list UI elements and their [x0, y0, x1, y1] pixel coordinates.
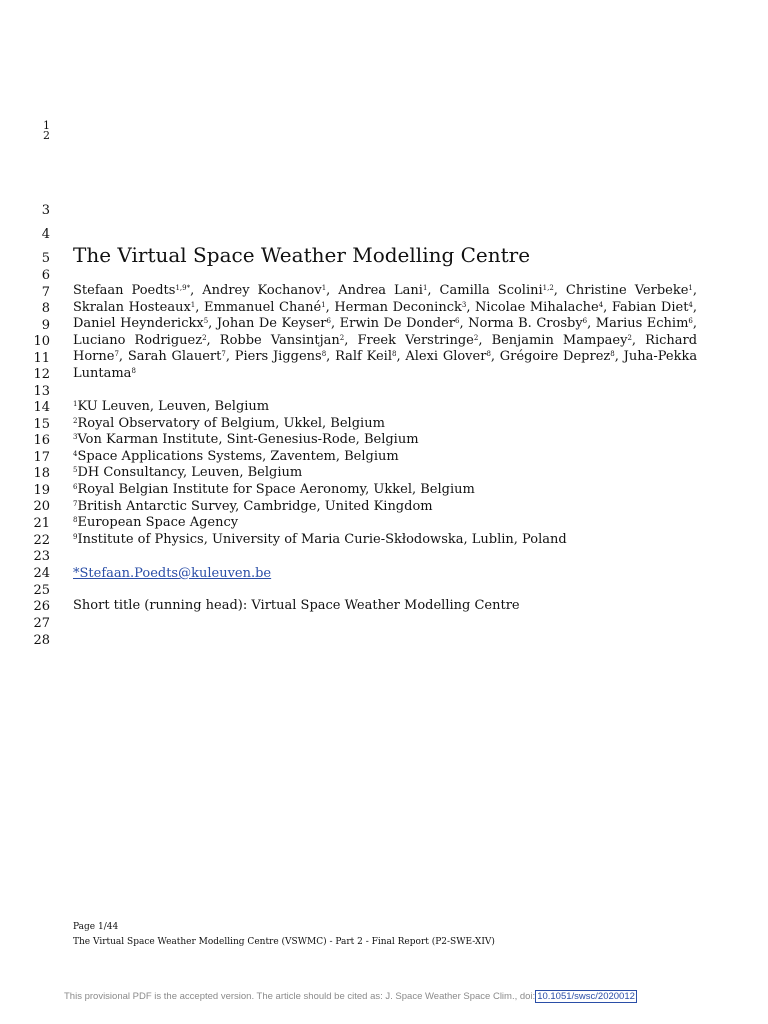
line-number: 28 — [33, 633, 50, 648]
author — [566, 283, 693, 298]
author — [220, 333, 344, 348]
affiliation — [73, 515, 567, 532]
line-number: 17 — [33, 450, 50, 465]
author-affiliation-mark: 4 — [688, 300, 693, 309]
author-name: Fabian Diet — [611, 299, 689, 315]
author-affiliation-mark: 2 — [473, 333, 479, 342]
affiliation — [73, 482, 567, 499]
author — [500, 349, 615, 364]
report-title: The Virtual Space Weather Modelling Centre (VSWMC) - Part 2 - Final Report (P2-SWE-XIV) — [73, 937, 495, 947]
affiliation-number: 4 — [73, 449, 78, 458]
affiliation-text: Royal Observatory of Belgium, Ukkel, Belgium — [77, 415, 385, 431]
line-number: 1 — [43, 119, 50, 132]
author-affiliation-mark: 2 — [202, 333, 207, 342]
author — [357, 333, 478, 348]
author-affiliation-mark: 8 — [486, 350, 491, 359]
author-affiliation-mark: 1,9* — [175, 284, 191, 292]
author-name: Christine Verbeke — [565, 283, 689, 298]
affiliation-text: British Antarctic Survey, Cambridge, United Kingdom — [77, 498, 433, 514]
author-affiliation-mark: 8 — [610, 350, 615, 359]
line-number: 27 — [33, 616, 50, 631]
author-affiliation-mark: 8 — [391, 350, 397, 359]
author — [492, 333, 632, 348]
author-name: Benjamin Mampaey — [491, 332, 628, 348]
author — [340, 316, 460, 331]
author-affiliation-mark: 6 — [582, 317, 588, 326]
affiliation-number: 7 — [73, 499, 78, 508]
author-name: Camilla Scolini — [439, 283, 543, 298]
line-number: 20 — [33, 499, 50, 514]
author — [73, 333, 207, 348]
affiliation-number: 2 — [73, 416, 78, 425]
line-number: 21 — [33, 516, 50, 531]
author-affiliation-mark: 3 — [461, 300, 467, 309]
affiliation — [73, 399, 567, 416]
author-name: Norma B. Crosby — [468, 316, 583, 332]
author-name: Sarah Glauert — [127, 349, 222, 365]
author-name: Robbe Vansintjan — [219, 332, 340, 348]
line-number: 22 — [33, 533, 50, 548]
author — [596, 316, 693, 331]
author-name: Piers Jiggens — [234, 349, 322, 365]
author-name: Richard Horne — [73, 332, 698, 365]
author-affiliation-mark: 7 — [221, 350, 226, 359]
author-affiliation-mark: 1 — [321, 284, 327, 292]
line-number: 8 — [41, 301, 50, 316]
author-name: Freek Verstringe — [357, 332, 474, 348]
author-name: Ralf Keil — [335, 349, 392, 365]
author-affiliation-mark: 8 — [131, 366, 136, 375]
author-name: Johan De Keyser — [216, 316, 327, 332]
line-number: 9 — [41, 318, 50, 333]
author-affiliation-mark: 2 — [627, 333, 632, 342]
author-affiliation-mark: 6 — [688, 317, 693, 326]
author-affiliation-mark: 1 — [321, 300, 326, 309]
author — [235, 349, 326, 364]
author — [405, 349, 491, 364]
affiliation — [73, 532, 567, 549]
author-affiliation-mark: 6 — [326, 317, 331, 326]
author-name: Skralan Hosteaux — [73, 299, 191, 315]
affiliation-text: Space Applications Systems, Zaventem, Belgium — [77, 448, 399, 464]
author-affiliation-mark: 7 — [114, 350, 119, 359]
author-affiliation-mark: 5 — [203, 317, 209, 326]
line-number: 16 — [33, 433, 50, 448]
affiliation — [73, 449, 567, 466]
author — [73, 283, 190, 298]
author-name: Grégoire Deprez — [499, 349, 611, 365]
affiliation-text: Royal Belgian Institute for Space Aeronomy, Ukkel, Belgium — [77, 481, 475, 497]
affiliation-list — [73, 399, 567, 548]
affiliation — [73, 465, 567, 482]
author — [73, 316, 208, 331]
line-number: 2 — [43, 129, 50, 142]
author-affiliation-mark: 2 — [339, 333, 345, 342]
line-number: 14 — [33, 400, 50, 415]
author-name: Nicolae Mihalache — [475, 299, 599, 315]
author-name: Andrey Kochanov — [202, 283, 322, 298]
line-number: 19 — [33, 483, 50, 498]
line-number: 12 — [33, 367, 50, 382]
line-number: 11 — [33, 351, 50, 366]
author-name: Juha-Pekka Luntama — [73, 349, 698, 381]
line-number: 25 — [33, 583, 50, 598]
author-name: Luciano Rodriguez — [73, 332, 203, 348]
line-number: 10 — [33, 334, 50, 349]
affiliation-number: 8 — [73, 516, 78, 525]
line-number: 24 — [33, 566, 50, 581]
author-affiliation-mark: 8 — [321, 350, 327, 359]
author — [204, 300, 326, 315]
line-number: 6 — [41, 268, 50, 283]
provisional-notice — [64, 990, 637, 1003]
author-name: Emmanuel Chané — [203, 299, 322, 315]
author-affiliation-mark: 6 — [455, 317, 460, 326]
running-head: Short title (running head): Virtual Space Weather Modelling Centre — [73, 598, 520, 613]
page-footer — [73, 920, 495, 950]
author-affiliation-mark: 1 — [422, 284, 428, 292]
author-name: Marius Echim — [595, 316, 689, 332]
line-number: 26 — [33, 599, 50, 614]
page-number: Page 1/44 — [73, 922, 119, 932]
affiliation-text: European Space Agency — [77, 515, 239, 531]
author-name: Daniel Heynderickx — [73, 316, 204, 332]
author-affiliation-mark: 1 — [688, 284, 693, 292]
affiliation-text: Institute of Physics, University of Maria Curie-Skłodowska, Lublin, Poland — [77, 531, 567, 547]
affiliation-text: DH Consultancy, Leuven, Belgium — [77, 465, 303, 481]
author — [128, 349, 226, 364]
notice-text: This provisional PDF is the accepted version. The article should be cited as: J. Space Weather Space Clim., doi: — [64, 991, 536, 1002]
author — [334, 300, 466, 315]
affiliation — [73, 499, 567, 516]
author-name: Erwin De Donder — [339, 316, 455, 332]
author — [338, 283, 427, 298]
affiliation-text: KU Leuven, Leuven, Belgium — [77, 399, 270, 414]
affiliation — [73, 432, 567, 449]
author — [73, 300, 195, 315]
line-number: 3 — [41, 203, 50, 218]
author-name: Alexi Glover — [405, 349, 487, 365]
line-number: 7 — [41, 285, 50, 300]
author-name: Herman Deconinck — [334, 299, 462, 315]
author — [335, 349, 396, 364]
line-number: 4 — [41, 227, 50, 242]
line-number: 5 — [41, 251, 50, 266]
author-affiliation-mark: 1 — [190, 300, 196, 309]
author-name: Stefaan Poedts — [73, 283, 176, 298]
author-list: Stefaan Poedts$^{1,9*}$, Andrey Kochanov$^1$, Andrea Lani$^1$, Camilla Scolini$^{1,2}$, Christine Verbeke$^1$, Skralan Hosteaux$^1$, Emmanuel Chané$^1$, Herman Deconinck$^3$, Nicolae Mihalache$^4$, Fabian Diet$^4$, Daniel Heynderickx$^5$, Johan De Keyser$^6$, Erwin De Donder$^6$, Norma B. Crosby$^6$, Marius Echim$^6$, Luciano Rodriguez$^2$, Robbe Vansintjan$^2$, Freek Verstringe$^2$, Benjamin Mampaey$^2$, Richard Horne$^7$, Sarah Glauert$^7$, Piers Jiggens$^8$, Ralf Keil$^8$, Alexi Glover$^8$, Grégoire Deprez$^8$, Juha-Pekka Luntama$^8$ — [73, 283, 698, 381]
affiliation-number: 6 — [73, 482, 78, 491]
paper-title: The Virtual Space Weather Modelling Centre — [73, 243, 531, 267]
author-affiliation-mark: 4 — [598, 300, 604, 309]
affiliation-number: 5 — [73, 466, 78, 475]
line-number: 23 — [33, 549, 50, 564]
corresponding-email-link[interactable]: *Stefaan.Poedts@kuleuven.be — [73, 566, 272, 581]
affiliation-number: 1 — [73, 400, 78, 408]
line-number: 18 — [33, 466, 50, 481]
author — [440, 283, 554, 298]
author-affiliation-mark: 1,2 — [542, 284, 554, 292]
affiliation-number: 9 — [73, 532, 78, 541]
line-number: 15 — [33, 417, 50, 432]
author — [202, 283, 326, 298]
affiliation-text: Von Karman Institute, Sint-Genesius-Rode, Belgium — [77, 432, 419, 448]
author — [217, 316, 331, 331]
author — [612, 300, 693, 315]
author-name: Andrea Lani — [338, 283, 423, 298]
affiliation-number: 3 — [73, 433, 78, 442]
author — [475, 300, 603, 315]
line-number: 13 — [33, 384, 50, 399]
doi-link[interactable]: 10.1051/swsc/2020012 — [537, 991, 635, 1002]
affiliation — [73, 416, 567, 433]
author — [468, 316, 587, 331]
